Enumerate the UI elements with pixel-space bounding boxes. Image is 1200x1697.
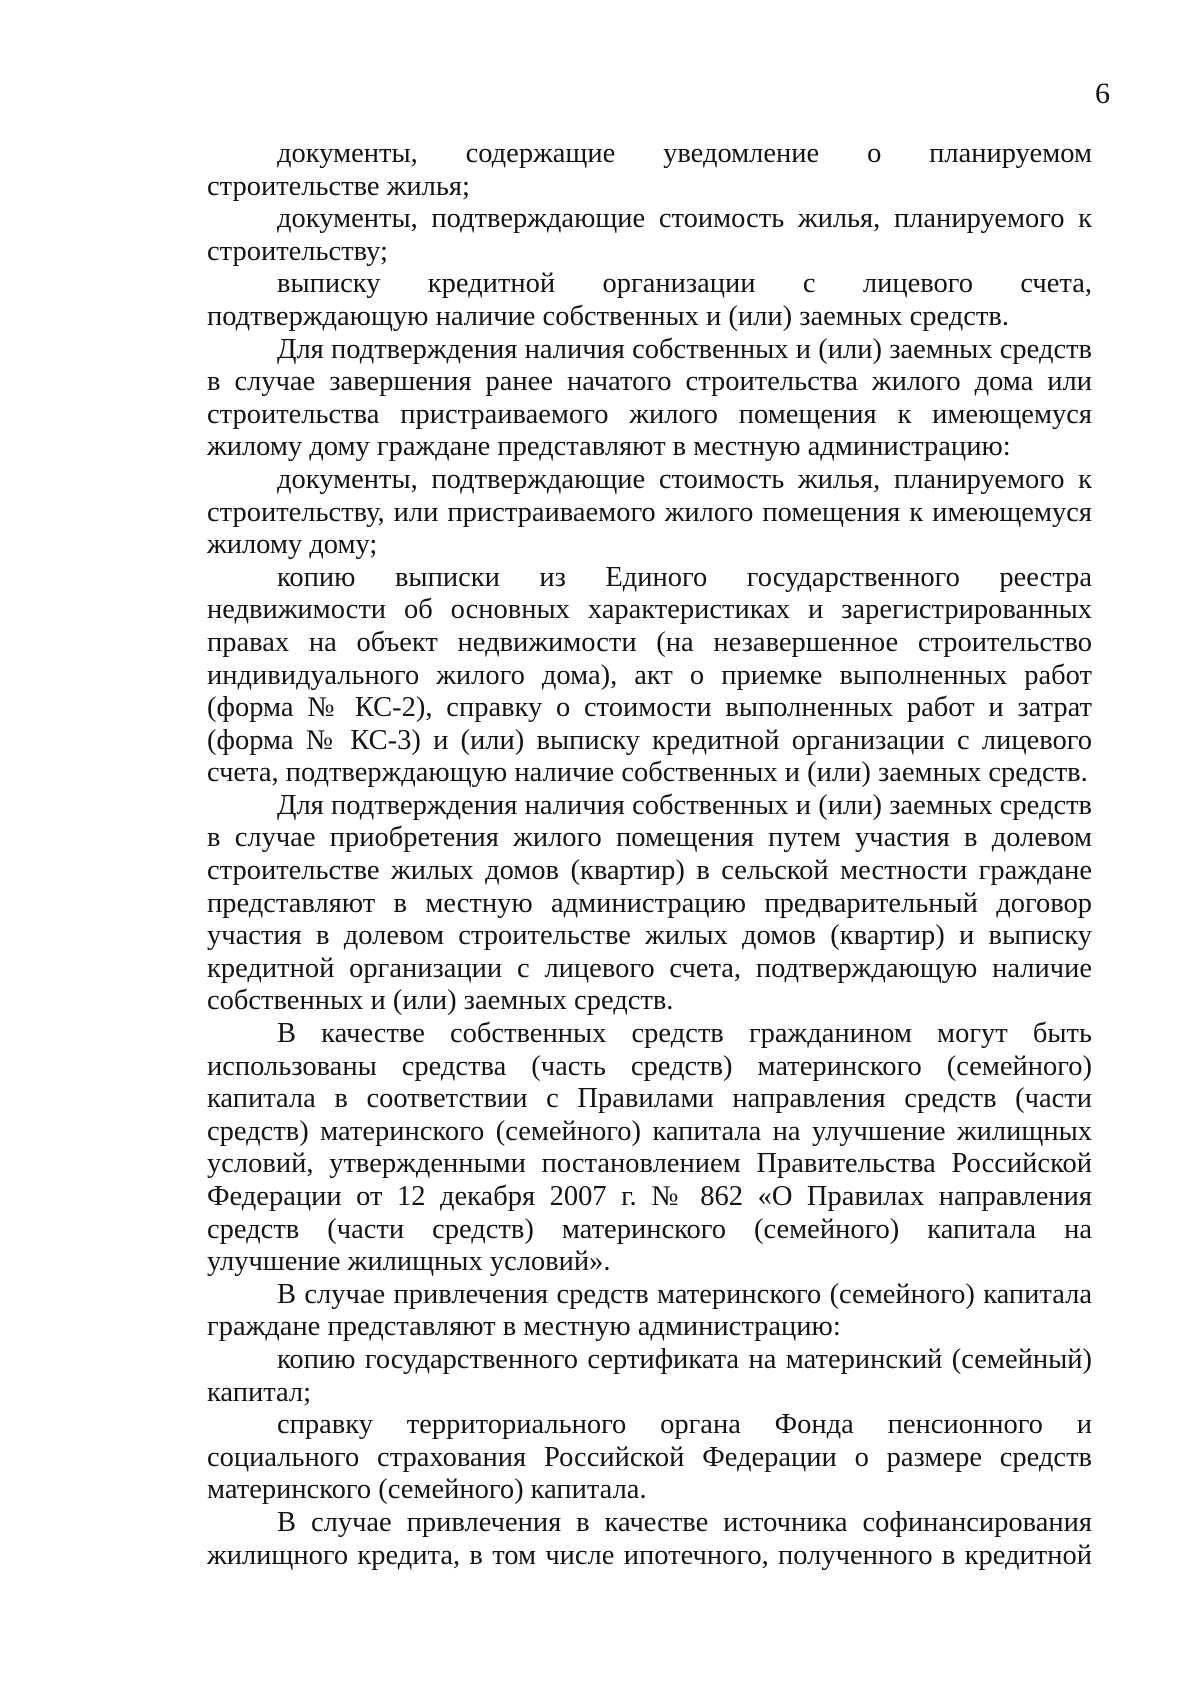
paragraph-registry-extract: копию выписки из Единого государственного реестра недвижимости об основных характеристиках и зарегистрированных правах на объект недвижимости (на незавершенное строительство индивидуального жилого дома), акт о приемке выполненных работ (форма № КС-2), справку о стоимости выполненных работ и затрат (форма № КС-3) и (или) выписку кредитной организации с лицевого счета, подтверждающую наличие собственных и (или) заемных средств. [207,561,1092,789]
paragraph-certificate-copy: копию государственного сертификата на материнский (семейный) капитал; [207,1343,1092,1408]
paragraph-notice-documents: документы, содержащие уведомление о планируемом строительстве жилья; [207,138,1092,202]
document-body [207,138,1092,1572]
paragraph-completion-case: Для подтверждения наличия собственных и (или) заемных средств в случае завершения ранее начатого строительства жилого дома или строительства пристраиваемого жилого помещения к имеющемуся жилому дому граждане представляют в местную администрацию: [207,333,1092,463]
paragraph-cost-documents-extension: документы, подтверждающие стоимость жилья, планируемого к строительству, или пристраиваемого жилого помещения к имеющемуся жилому дому; [207,463,1092,561]
paragraph-maternity-capital-documents: В случае привлечения средств материнского (семейного) капитала граждане представляют в местную администрацию: [207,1278,1092,1343]
paragraph-cost-documents: документы, подтверждающие стоимость жилья, планируемого к строительству; [207,203,1092,267]
paragraph-bank-statement: выписку кредитной организации с лицевого счета, подтверждающую наличие собственных и (или) заемных средств. [207,268,1092,332]
paragraph-pension-fund-certificate: справку территориального органа Фонда пенсионного и социального страхования Российской Федерации о размере средств материнского (семейного) капитала. [207,1409,1092,1506]
paragraph-shared-construction-case: Для подтверждения наличия собственных и (или) заемных средств в случае приобретения жилого помещения путем участия в долевом строительстве жилых домов (квартир) в сельской местности граждане представляют в местную администрацию предварительный договор участия в долевом строительстве жилых домов (квартир) и выписку кредитной организации с лицевого счета, подтверждающую наличие собственных и (или) заемных средств. [207,789,1092,1017]
page-number: 6 [1095,77,1110,110]
paragraph-maternity-capital: В качестве собственных средств гражданином могут быть использованы средства (часть средств) материнского (семейного) капитала в соответствии с Правилами направления средств (части средств) материнского (семейного) капитала на улучшение жилищных условий, утвержденными постановлением Правительства Российской Федерации от 12 декабря 2007 г. № 862 «О Правилах направления средств (части средств) материнского (семейного) капитала на улучшение жилищных условий». [207,1018,1092,1278]
paragraph-credit-cofinancing: В случае привлечения в качестве источника софинансирования жилищного кредита, в том числе ипотечного, полученного в кредитной [207,1506,1092,1571]
